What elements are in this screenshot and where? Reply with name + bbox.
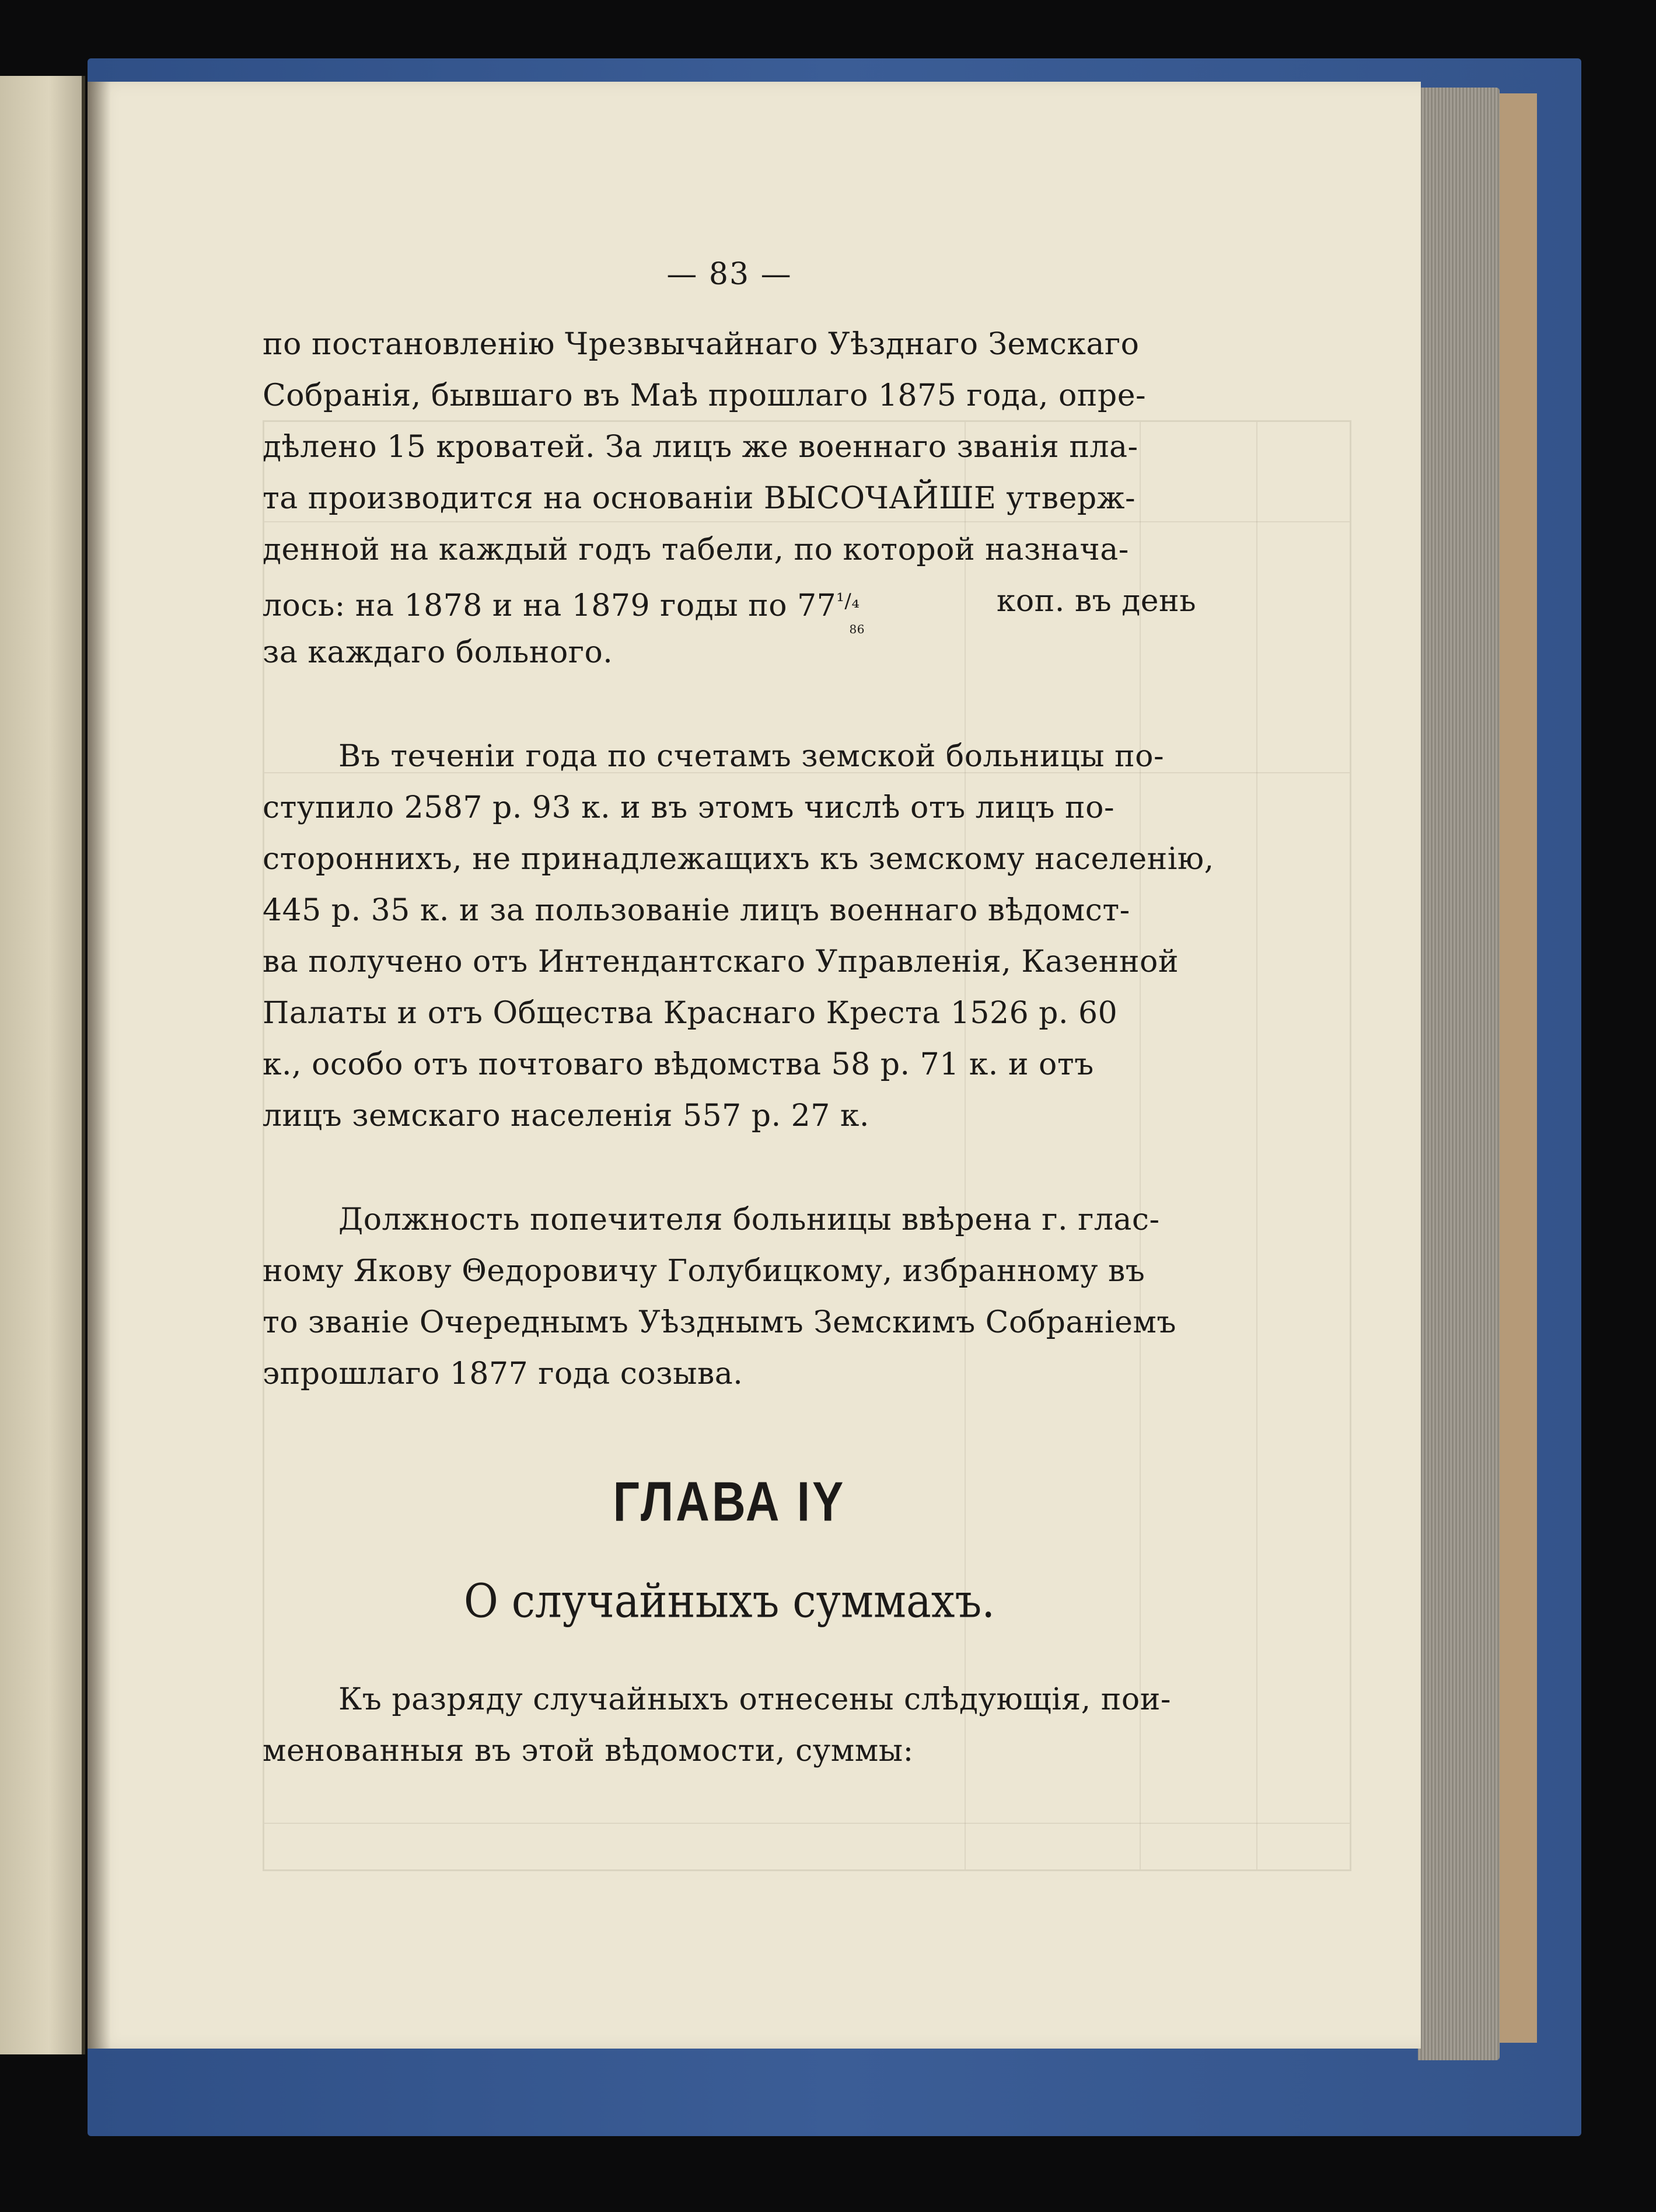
text-line: денной на каждый годъ табели, по которой назнача- [263, 532, 1129, 567]
text-line: к., особо отъ почтоваго вѣдомства 58 р. 71 к. и отъ [263, 1047, 1094, 1082]
text-line: Собранія, бывшаго въ Маѣ прошлаго 1875 года, опре- [263, 378, 1147, 413]
text-line: эпрошлаго 1877 года созыва. [263, 1356, 743, 1391]
text-line: Въ теченіи года по счетамъ земской больницы по- [338, 739, 1165, 774]
text-line: менованныя въ этой вѣдомости, суммы: [263, 1733, 914, 1768]
left-facing-page [0, 76, 85, 2054]
text-line: то званіе Очереднымъ Уѣзднымъ Земскимъ Собраніемъ [263, 1305, 1176, 1340]
text-line: стороннихъ, не принадлежащихъ къ земскому населенію, [263, 842, 1214, 877]
text-line-fraction: лось: на 1878 и на 1879 годы по $77^{^1/_4}_{86}$ коп. въ день [263, 584, 1196, 636]
paragraph-3 [263, 1194, 1196, 1400]
chapter-heading: ГЛАВА IY [613, 1470, 846, 1533]
page-number: — 83 — [666, 257, 792, 292]
section-title: О случайныхъ суммахъ. [463, 1573, 995, 1628]
text-line: ступило 2587 р. 93 к. и въ этомъ числѣ отъ лицъ по- [263, 790, 1115, 825]
text-line: за каждаго больного. [263, 635, 613, 670]
page-edges [1418, 88, 1500, 2060]
page-text [263, 251, 1214, 1777]
paragraph-1 [263, 319, 1196, 678]
back-board [1494, 93, 1537, 2043]
text-line: Должность попечителя больницы ввѣрена г. глас- [338, 1202, 1160, 1237]
text-line: ному Якову Θедоровичу Голубицкому, избранному въ [263, 1254, 1145, 1289]
text-line: Палаты и отъ Общества Краснаго Креста 1526 р. 60 [263, 996, 1118, 1031]
text-line: ва получено отъ Интендантскаго Управленія, Казенной [263, 944, 1179, 979]
text-line: Къ разряду случайныхъ отнесены слѣдующія, пои- [338, 1682, 1171, 1717]
fraction-denominator: 86 [849, 622, 865, 636]
text-line: по постановленію Чрезвычайнаго Уѣзднаго Земскаго [263, 327, 1140, 362]
text-line: 445 р. 35 к. и за пользованіе лицъ военнаго вѣдомст- [263, 893, 1130, 928]
fraction-numerator: ¹/₄ [836, 589, 860, 613]
text-line: та производится на основаніи ВЫСОЧАЙШЕ утверж- [263, 481, 1136, 516]
paragraph-4 [263, 1674, 1196, 1777]
text-line: лицъ земскаго населенія 557 р. 27 к. [263, 1098, 869, 1133]
gutter-shadow [88, 82, 111, 2049]
paragraph-2 [263, 731, 1214, 1142]
text-line: дѣлено 15 кроватей. За лицъ же военнаго званія пла- [263, 430, 1138, 465]
